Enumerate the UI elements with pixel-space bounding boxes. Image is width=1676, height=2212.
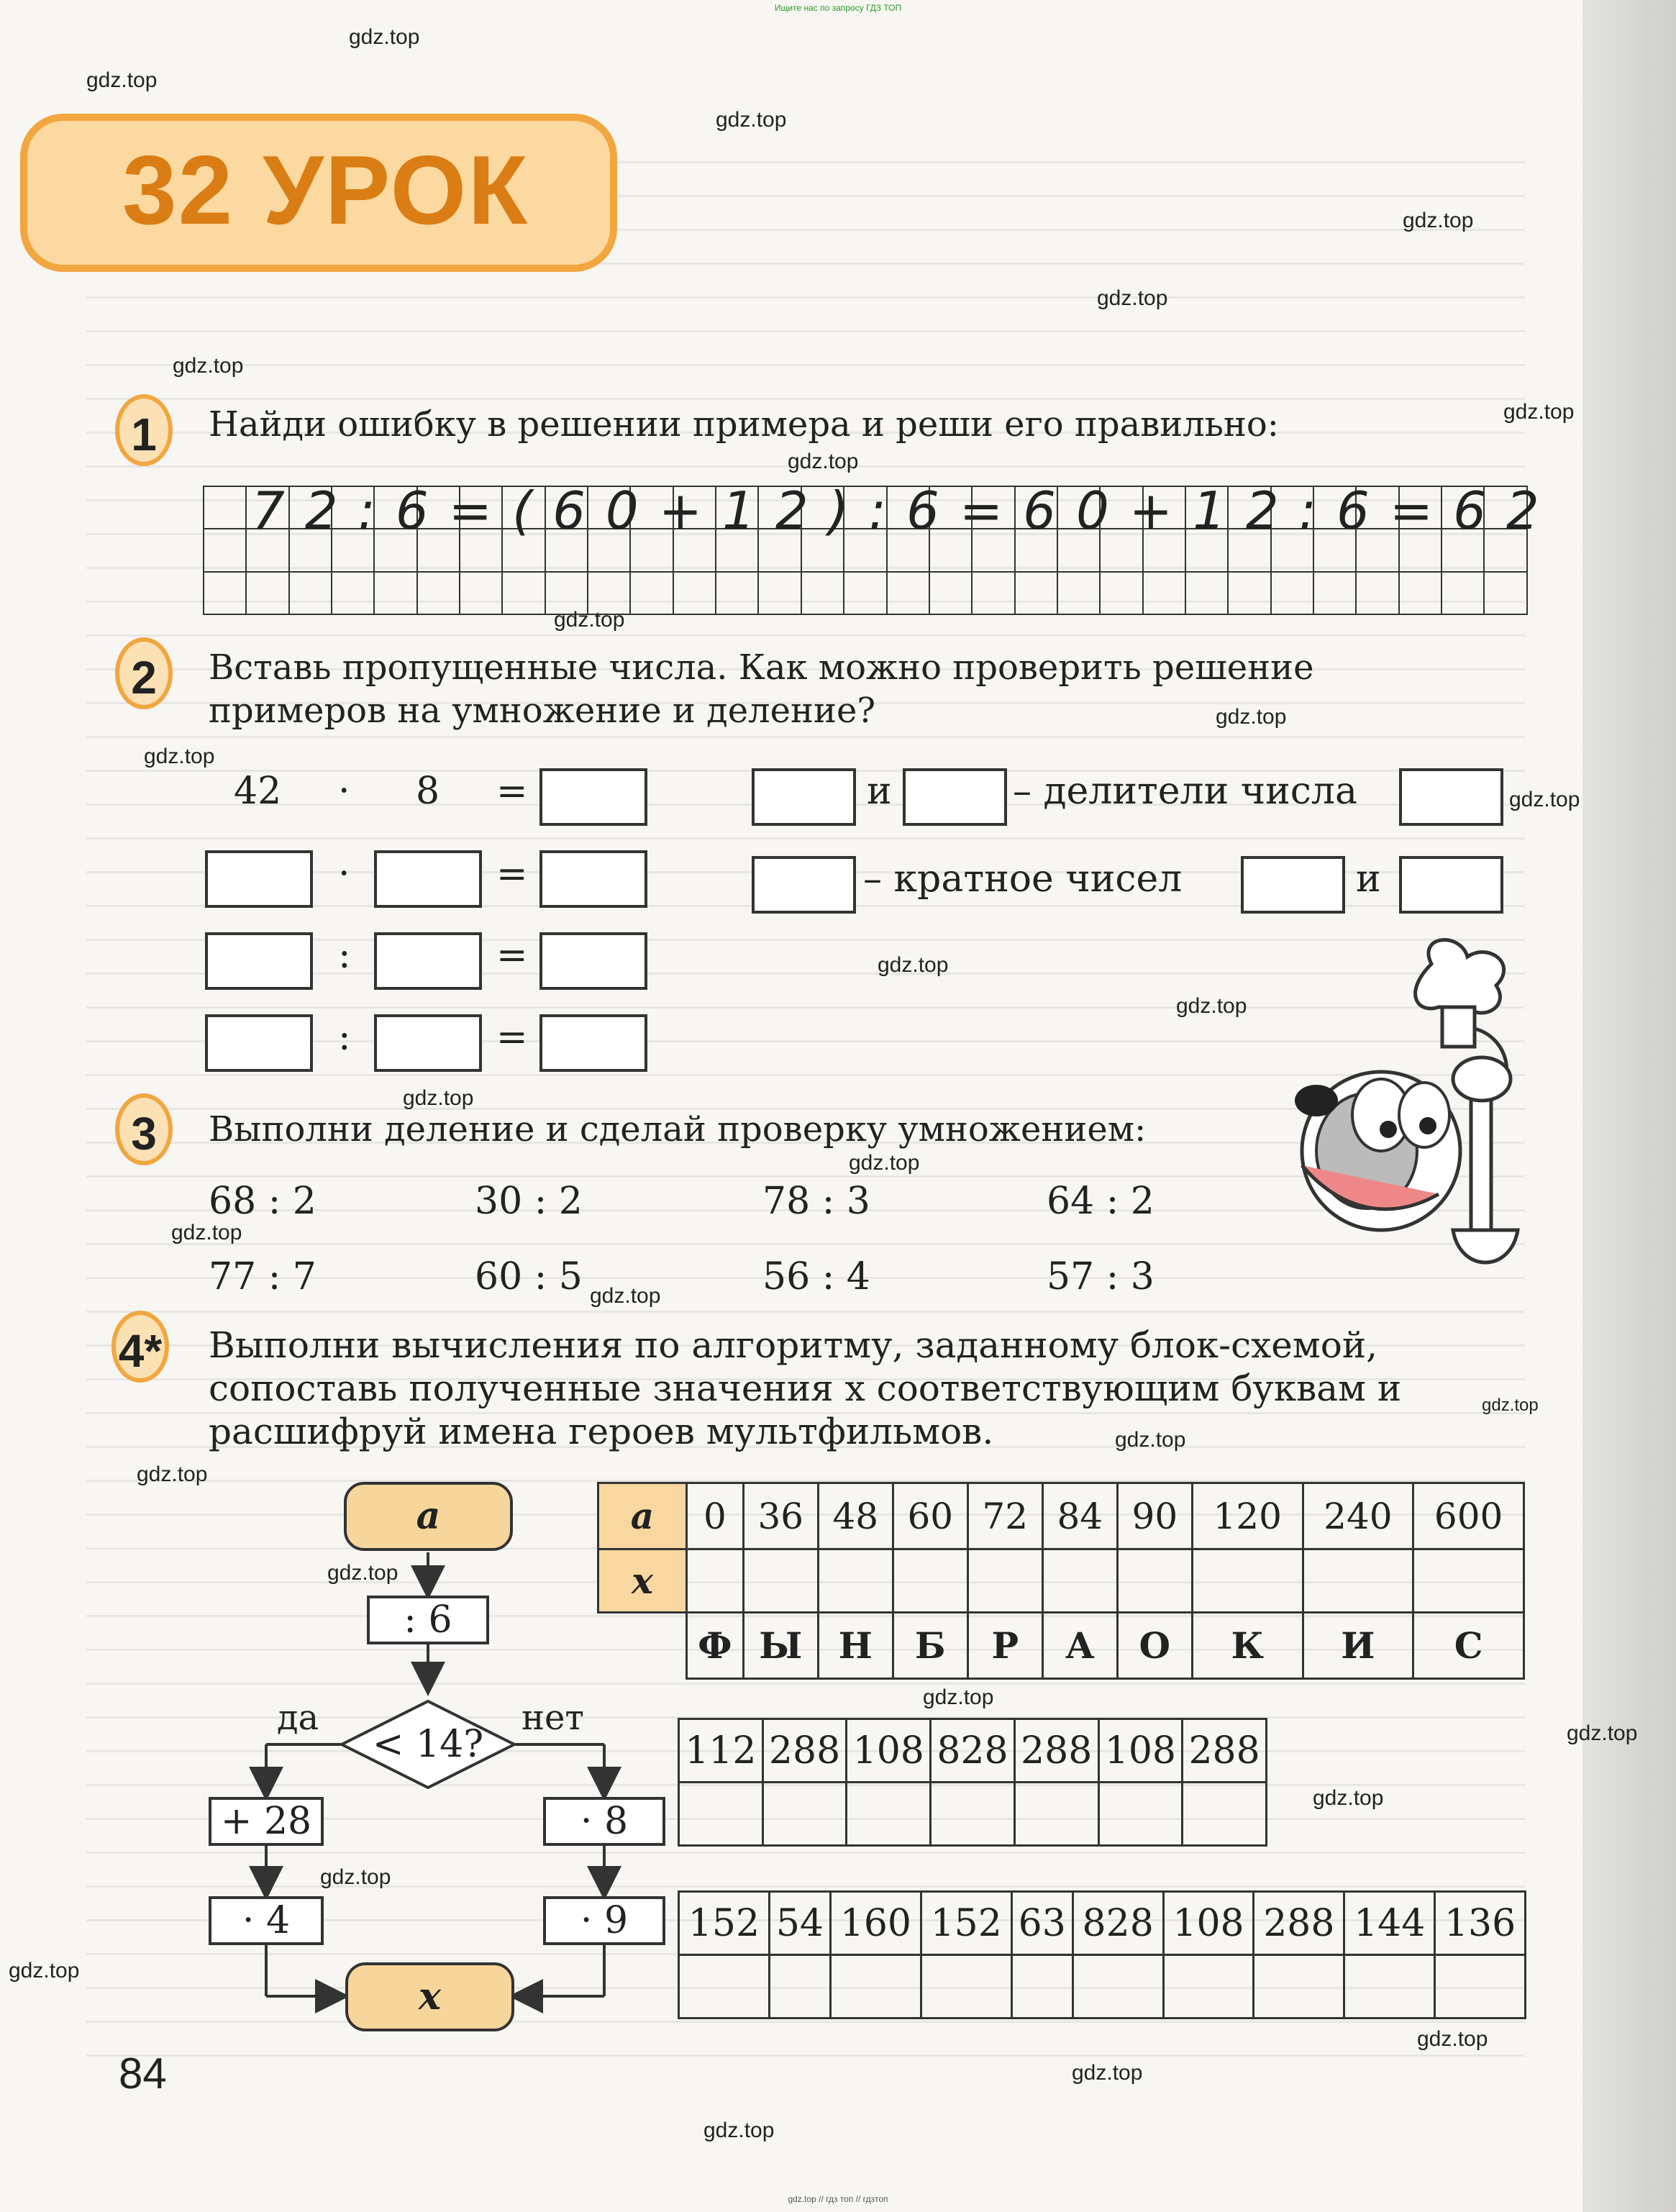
task-3-number: 3: [115, 1093, 173, 1165]
letter-cell: Б: [893, 1613, 967, 1679]
task-3-text: Выполни деление и сделай проверку умножением:: [209, 1109, 1147, 1150]
task-4-text-line1: Выполни вычисления по алгоритму, заданному блок-схемой,: [209, 1324, 1378, 1366]
task-2-eq-3: =: [496, 934, 528, 977]
flow-no-label: нет: [522, 1698, 584, 1738]
code-2-values-row: [679, 1892, 1526, 1955]
watermark: gdz.top: [703, 2118, 775, 2142]
answer-letter-cell[interactable]: [769, 1955, 830, 2018]
a-value: 120: [1192, 1483, 1303, 1549]
watermark: gdz.top: [1503, 400, 1575, 424]
a-value: 36: [743, 1483, 818, 1549]
letters-row: [598, 1613, 1524, 1679]
code-value: 288: [762, 1719, 847, 1783]
a-value: 48: [818, 1483, 893, 1549]
flow-multiply-8-block: · 8: [543, 1797, 665, 1846]
watermark: gdz.top: [1097, 286, 1168, 310]
task-2-number-42: 42: [234, 770, 282, 813]
letters-header-empty: [598, 1613, 687, 1679]
page-number: 84: [119, 2049, 167, 2098]
a-value: 84: [1042, 1483, 1117, 1549]
task-2-number: 2: [115, 637, 173, 709]
task-3-expr: 64 : 2: [1047, 1180, 1154, 1223]
watermark: gdz.top: [1313, 1786, 1384, 1810]
flow-condition-text: < 14?: [372, 1723, 484, 1766]
task-2-and-1: и: [867, 770, 892, 813]
watermark: gdz.top: [403, 1086, 474, 1110]
task-2-dot-1: ·: [338, 770, 350, 813]
watermark: gdz.top: [1115, 1428, 1186, 1452]
code-value: 108: [1163, 1892, 1254, 1955]
watermark: gdz.top: [1417, 2027, 1488, 2051]
code-1-values-row: [679, 1719, 1267, 1783]
bottom-note: gdz.top // гдз топ // гдзтоп: [788, 2194, 888, 2204]
answer-letter-cell[interactable]: [1011, 1955, 1072, 2018]
watermark: gdz.top: [1509, 788, 1580, 811]
letter-cell: С: [1413, 1613, 1524, 1679]
task-3-expr: 30 : 2: [475, 1180, 583, 1223]
letter-cell: Ф: [687, 1613, 744, 1679]
answer-letter-cell[interactable]: [921, 1955, 1011, 2018]
watermark: gdz.top: [86, 68, 158, 92]
letter-cell: Н: [818, 1613, 893, 1679]
answer-letter-cell[interactable]: [762, 1783, 847, 1846]
flow-start-block: a: [344, 1482, 513, 1551]
watermark: gdz.top: [788, 450, 859, 473]
x-cell[interactable]: [1117, 1549, 1192, 1613]
x-cell[interactable]: [687, 1549, 744, 1613]
code-value: 108: [847, 1719, 931, 1783]
watermark: gdz.top: [173, 354, 244, 378]
watermark: gdz.top: [878, 953, 949, 977]
watermark: gdz.top: [1216, 705, 1287, 729]
code-1-answer-row: [679, 1783, 1267, 1846]
x-cell[interactable]: [818, 1549, 893, 1613]
letter-cell: Р: [967, 1613, 1042, 1679]
answer-letter-cell[interactable]: [1098, 1783, 1183, 1846]
a-values-row: [598, 1483, 1524, 1549]
code-value: 152: [921, 1892, 1011, 1955]
code-value: 136: [1435, 1892, 1526, 1955]
answer-letter-cell[interactable]: [1344, 1955, 1435, 2018]
task-2-multiple-label: – кратное чисел: [863, 857, 1183, 901]
task-2-and-2: и: [1356, 857, 1381, 901]
task-3-expr: 68 : 2: [209, 1180, 316, 1223]
watermark: gdz.top: [144, 745, 215, 768]
answer-letter-cell[interactable]: [1163, 1955, 1254, 2018]
watermark: gdz.top: [923, 1685, 994, 1709]
watermark: gdz.top: [1072, 2061, 1143, 2085]
a-value: 60: [893, 1483, 967, 1549]
lesson-title: 32 УРОК: [122, 135, 529, 245]
code-value: 112: [679, 1719, 763, 1783]
letter-cell: О: [1117, 1613, 1192, 1679]
task-3-expr: 77 : 7: [209, 1255, 316, 1298]
flow-divide-block: : 6: [367, 1596, 489, 1644]
watermark: gdz.top: [590, 1284, 661, 1308]
task-3-expr: 56 : 4: [762, 1255, 870, 1298]
watermark: gdz.top: [849, 1151, 920, 1175]
code-value: 828: [1072, 1892, 1163, 1955]
code-value: 54: [769, 1892, 830, 1955]
task-4-text-line3: расшифруй имена героев мультфильмов.: [209, 1411, 994, 1452]
watermark: gdz.top: [9, 1959, 80, 1983]
answer-letter-cell[interactable]: [679, 1783, 763, 1846]
x-cell[interactable]: [1303, 1549, 1413, 1613]
task-4-number: 4*: [111, 1311, 169, 1383]
answer-letter-cell[interactable]: [847, 1783, 931, 1846]
task-2-colon-1: :: [338, 934, 351, 977]
a-value: 90: [1117, 1483, 1192, 1549]
watermark: gdz.top: [327, 1561, 398, 1585]
flow-multiply-9-block: · 9: [543, 1896, 665, 1945]
x-cell[interactable]: [893, 1549, 967, 1613]
task-1-number: 1: [115, 394, 173, 466]
code-value: 152: [679, 1892, 770, 1955]
answer-letter-cell[interactable]: [1072, 1955, 1163, 2018]
watermark: gdz.top: [320, 1865, 391, 1889]
x-cell[interactable]: [1413, 1549, 1524, 1613]
flow-yes-label: да: [277, 1698, 319, 1738]
code-table-1: [678, 1718, 1267, 1847]
task-2-dot-2: ·: [338, 852, 350, 896]
task-2-colon-2: :: [338, 1016, 351, 1059]
task-1-example: 72:6=(60+12):6=60+12:6=62: [252, 481, 1559, 541]
watermark: gdz.top: [716, 108, 787, 132]
task-2-eq-1: =: [496, 770, 528, 813]
x-header: x: [598, 1549, 687, 1613]
watermark: gdz.top: [1403, 209, 1474, 232]
decoding-table: [597, 1482, 1525, 1680]
code-value: 160: [830, 1892, 921, 1955]
watermark: gdz.top: [1176, 994, 1247, 1018]
letter-cell: И: [1303, 1613, 1413, 1679]
x-values-row: [598, 1549, 1524, 1613]
task-1-text: Найди ошибку в решении примера и реши его правильно:: [209, 404, 1279, 445]
code-value: 828: [931, 1719, 1015, 1783]
watermark: gdz.top: [1482, 1396, 1539, 1415]
code-value: 108: [1098, 1719, 1183, 1783]
answer-letter-cell[interactable]: [1014, 1783, 1098, 1846]
code-value: 144: [1344, 1892, 1435, 1955]
watermark: gdz.top: [137, 1462, 208, 1486]
answer-letter-cell[interactable]: [1435, 1955, 1526, 2018]
a-value: 240: [1303, 1483, 1413, 1549]
flow-add-28-block: + 28: [209, 1797, 324, 1846]
x-cell[interactable]: [967, 1549, 1042, 1613]
task-3-expr: 78 : 3: [762, 1180, 870, 1223]
task-2-divisors-label: – делители числа: [1013, 770, 1357, 813]
x-cell[interactable]: [743, 1549, 818, 1613]
watermark: gdz.top: [171, 1221, 242, 1244]
answer-letter-cell[interactable]: [1254, 1955, 1344, 2018]
a-header: a: [598, 1483, 687, 1549]
code-value: 288: [1183, 1719, 1267, 1783]
a-value: 0: [687, 1483, 744, 1549]
flow-multiply-4-block: · 4: [209, 1896, 324, 1945]
a-value: 72: [967, 1483, 1042, 1549]
x-cell[interactable]: [1192, 1549, 1303, 1613]
code-value: 288: [1254, 1892, 1344, 1955]
x-cell[interactable]: [1042, 1549, 1117, 1613]
task-2-eq-4: =: [496, 1016, 528, 1059]
flow-end-block: x: [345, 1962, 514, 2031]
task-2-text-line2: примеров на умножение и деление?: [209, 691, 876, 731]
watermark: gdz.top: [554, 608, 625, 632]
top-search-note: Ищите нас по запросу ГДЗ ТОП: [774, 3, 902, 13]
task-2-number-8: 8: [416, 770, 440, 813]
task-3-expr: 57 : 3: [1047, 1255, 1154, 1298]
watermark: gdz.top: [349, 25, 420, 49]
letter-cell: Ы: [743, 1613, 818, 1679]
task-2-eq-2: =: [496, 852, 528, 896]
answer-letter-cell[interactable]: [830, 1955, 921, 2018]
answer-letter-cell[interactable]: [1183, 1783, 1267, 1846]
code-value: 288: [1014, 1719, 1098, 1783]
task-2-text-line1: Вставь пропущенные числа. Как можно проверить решение: [209, 647, 1314, 688]
answer-letter-cell[interactable]: [679, 1955, 770, 2018]
letter-cell: К: [1192, 1613, 1303, 1679]
answer-letter-cell[interactable]: [931, 1783, 1015, 1846]
watermark: gdz.top: [1567, 1721, 1638, 1745]
code-table-2: [678, 1890, 1526, 2019]
code-value: 63: [1011, 1892, 1072, 1955]
task-3-expr: 60 : 5: [475, 1255, 583, 1298]
task-4-text-line2: сопоставь полученные значения x соответствующим буквам и: [209, 1367, 1402, 1409]
a-value: 600: [1413, 1483, 1524, 1549]
letter-cell: А: [1042, 1613, 1117, 1679]
code-2-answer-row: [679, 1955, 1526, 2018]
